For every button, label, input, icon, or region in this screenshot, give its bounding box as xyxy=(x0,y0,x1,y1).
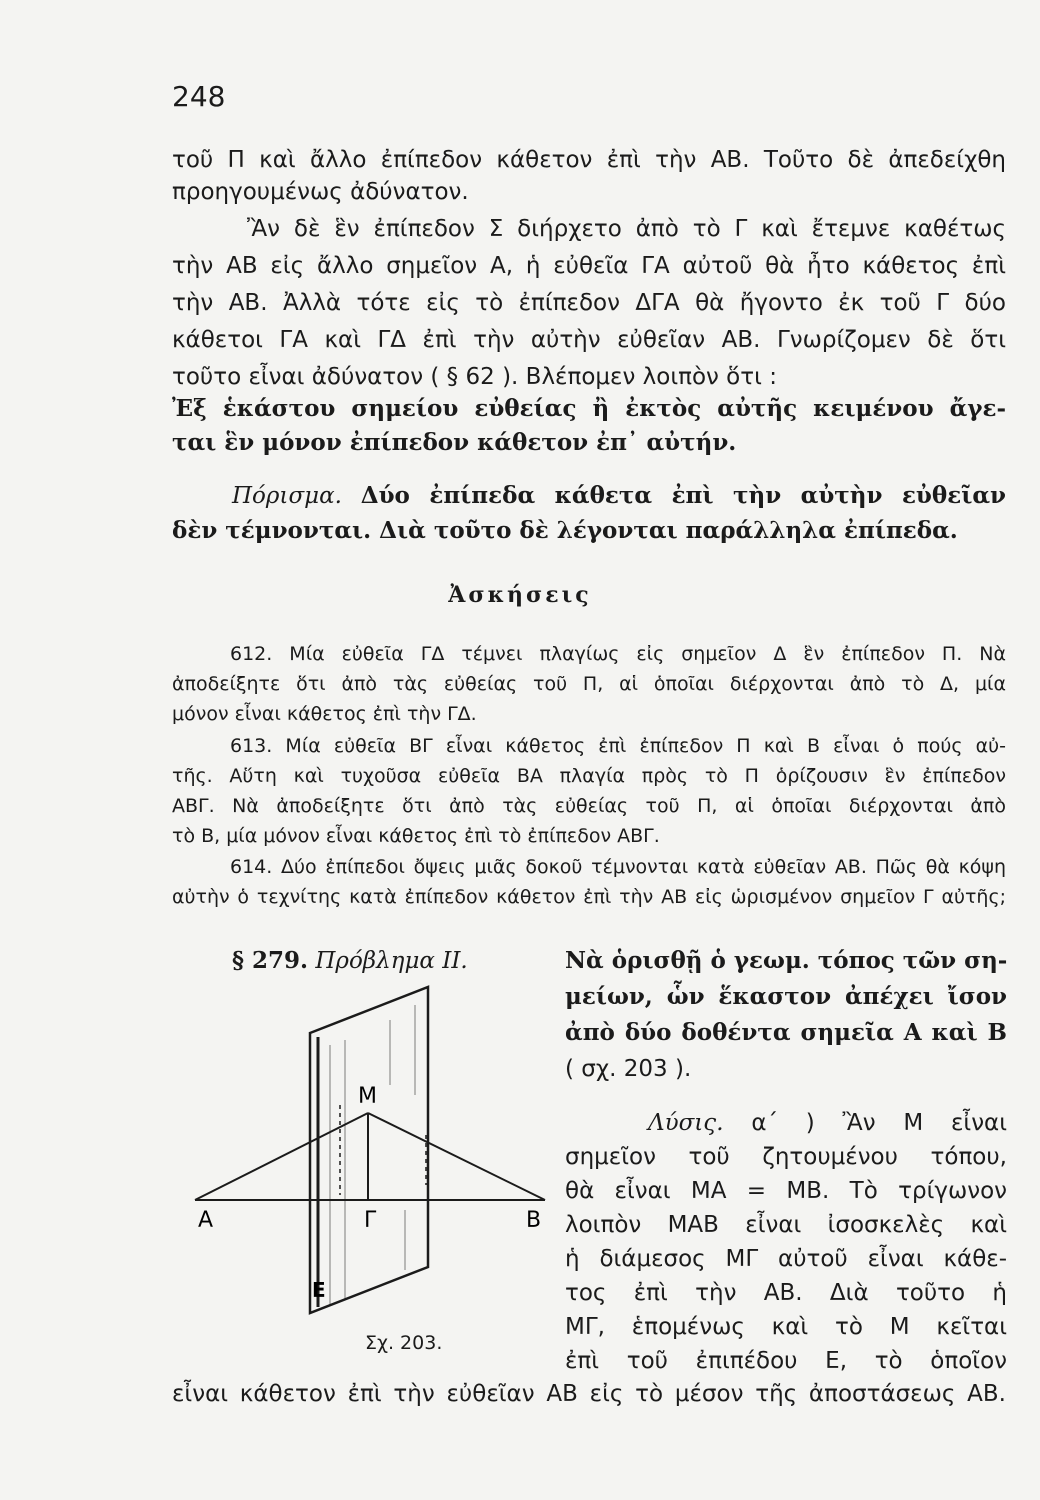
solution-first-line xyxy=(648,1106,1007,1140)
solution-line: σημεῖον τοῦ ζητουμένου τόπου, xyxy=(565,1144,1007,1170)
paragraph-line: κάθετοι ΓΑ καὶ ΓΔ ἐπὶ τὴν αὐτὴν εὐθεῖαν ΑΒ. Γνωρίζομεν δὲ ὅτι xyxy=(172,327,1006,353)
problem-heading xyxy=(232,944,468,978)
figure-203 xyxy=(190,985,550,1330)
exercise-line: 613. Μία εὐθεῖα ΒΓ εἶναι κάθετος ἐπὶ ἐπίπεδον Π καὶ Β εἶναι ὁ πούς αὐ- xyxy=(230,735,1006,757)
corollary-label: Πόρισμα. xyxy=(232,483,342,509)
problem-title-line: ἀπὸ δύο δοθέντα σημεῖα Α καὶ Β xyxy=(565,1019,1007,1046)
exercise-line: ΑΒΓ. Νὰ ἀποδείξητε ὅτι ἀπὸ τὰς εὐθείας τοῦ Π, αἱ ὁποῖαι διέρχονται ἀπὸ xyxy=(172,795,1006,817)
solution-line: τος ἐπὶ τὴν ΑΒ. Διὰ τοῦτο ἡ xyxy=(565,1280,1007,1306)
solution-line: λοιπὸν ΜΑΒ εἶναι ἰσοσκελὲς καὶ xyxy=(565,1212,1007,1238)
theorem-line: ται ἓν μόνον ἐπίπεδον κάθετον ἐπ᾽ αὐτήν. xyxy=(172,429,737,456)
corollary-text: Δύο ἐπίπεδα κάθετα ἐπὶ τὴν αὐτὴν εὐθεῖαν xyxy=(360,482,1006,509)
figure-caption: Σχ. 203. xyxy=(365,1332,443,1354)
solution-line: θὰ εἶναι ΜΑ = ΜΒ. Τὸ τρίγωνον xyxy=(565,1178,1007,1204)
paragraph-line: τὴν ΑΒ εἰς ἄλλο σημεῖον Α, ἡ εὐθεῖα ΓΑ αὐτοῦ θὰ ἦτο κάθετος ἐπὶ xyxy=(172,253,1006,279)
page-number: 248 xyxy=(172,80,226,113)
paragraph-line: τὴν ΑΒ. Ἀλλὰ τότε εἰς τὸ ἐπίπεδον ΔΓΑ θὰ ἤγοντο ἐκ τοῦ Γ δύο xyxy=(172,290,1006,316)
solution-label: Λύσις. xyxy=(648,1110,724,1136)
solution-line: ΜΓ, ἑπομένως καὶ τὸ Μ κεῖται xyxy=(565,1314,1007,1340)
exercise-line: 612. Μία εὐθεῖα ΓΔ τέμνει πλαγίως εἰς σημεῖον Δ ἓν ἐπίπεδον Π. Νὰ xyxy=(230,643,1006,665)
theorem-line: Ἐξ ἑκάστου σημείου εὐθείας ἢ ἐκτὸς αὐτῆς κειμένου ἄγε- xyxy=(172,395,1006,422)
corollary-line-2: δὲν τέμνονται. Διὰ τοῦτο δὲ λέγονται παράλληλα ἐπίπεδα. xyxy=(172,517,958,544)
solution-first-text: α΄ ) Ἂν Μ εἶναι xyxy=(751,1110,1007,1136)
label-a: Α xyxy=(198,1208,214,1233)
exercise-line: ἀποδείξητε ὅτι ἀπὸ τὰς εὐθείας τοῦ Π, αἱ ὁποῖαι διέρχονται ἀπὸ τὸ Δ, μία xyxy=(172,673,1006,695)
label-m: Μ xyxy=(358,1084,377,1109)
exercise-line: τῆς. Αὕτη καὶ τυχοῦσα εὐθεῖα ΒΑ πλαγία πρὸς τὸ Π ὁρίζουσιν ἓν ἐπίπεδον xyxy=(172,765,1006,787)
segment-mb xyxy=(368,1113,545,1200)
solution-final-line: εἶναι κάθετον ἐπὶ τὴν εὐθεῖαν ΑΒ εἰς τὸ μέσον τῆς ἀποστάσεως ΑΒ. xyxy=(172,1381,1006,1407)
exercises-heading: Ἀσκήσεις xyxy=(448,582,592,608)
exercise-line: 614. Δύο ἐπίπεδοι ὄψεις μιᾶς δοκοῦ τέμνονται κατὰ εὐθεῖαν ΑΒ. Πῶς θὰ κόψη xyxy=(230,856,1006,878)
paragraph-line: τοῦτο εἶναι ἀδύνατον ( § 62 ). Βλέπομεν λοιπὸν ὅτι : xyxy=(172,364,777,390)
solution-line: ἐπὶ τοῦ ἐπιπέδου Ε, τὸ ὁποῖον xyxy=(565,1348,1007,1374)
corollary-line xyxy=(232,480,1006,512)
label-b: Β xyxy=(526,1208,542,1233)
label-gamma: Γ xyxy=(364,1208,377,1233)
problem-label: Πρόβλημα ΙΙ. xyxy=(315,948,468,974)
segment-ma xyxy=(195,1113,368,1200)
paragraph-line: Ἂν δὲ ἓν ἐπίπεδον Σ διήρχετο ἀπὸ τὸ Γ καὶ ἔτεμνε καθέτως xyxy=(247,216,1006,242)
exercise-line: αὐτὴν ὁ τεχνίτης κατὰ ἐπίπεδον κάθετον ἐπὶ τὴν ΑΒ εἰς ὡρισμένον σημεῖον Γ αὐτῆς; xyxy=(172,886,1006,908)
exercise-line: μόνον εἶναι κάθετος ἐπὶ τὴν ΓΔ. xyxy=(172,703,477,725)
exercise-line: τὸ Β, μία μόνον εἶναι κάθετος ἐπὶ τὸ ἐπίπεδον ΑΒΓ. xyxy=(172,825,660,847)
plane-hatching xyxy=(330,1005,415,1305)
solution-line: ἡ διάμεσος ΜΓ αὐτοῦ εἶναι κάθε- xyxy=(565,1246,1007,1272)
figure-reference: ( σχ. 203 ). xyxy=(565,1056,692,1082)
paragraph-line: προηγουμένως ἀδύνατον. xyxy=(172,179,469,205)
label-e: Ε xyxy=(312,1278,326,1302)
problem-title-line: Νὰ ὁρισθῇ ὁ γεωμ. τόπος τῶν ση- xyxy=(565,947,1008,974)
paragraph-line: τοῦ Π καὶ ἄλλο ἐπίπεδον κάθετον ἐπὶ τὴν ΑΒ. Τοῦτο δὲ ἀπεδείχθη xyxy=(172,147,1006,173)
problem-title-line: μείων, ὧν ἕκαστον ἀπέχει ἴσον xyxy=(565,983,1007,1010)
section-number: § 279. xyxy=(232,947,309,974)
